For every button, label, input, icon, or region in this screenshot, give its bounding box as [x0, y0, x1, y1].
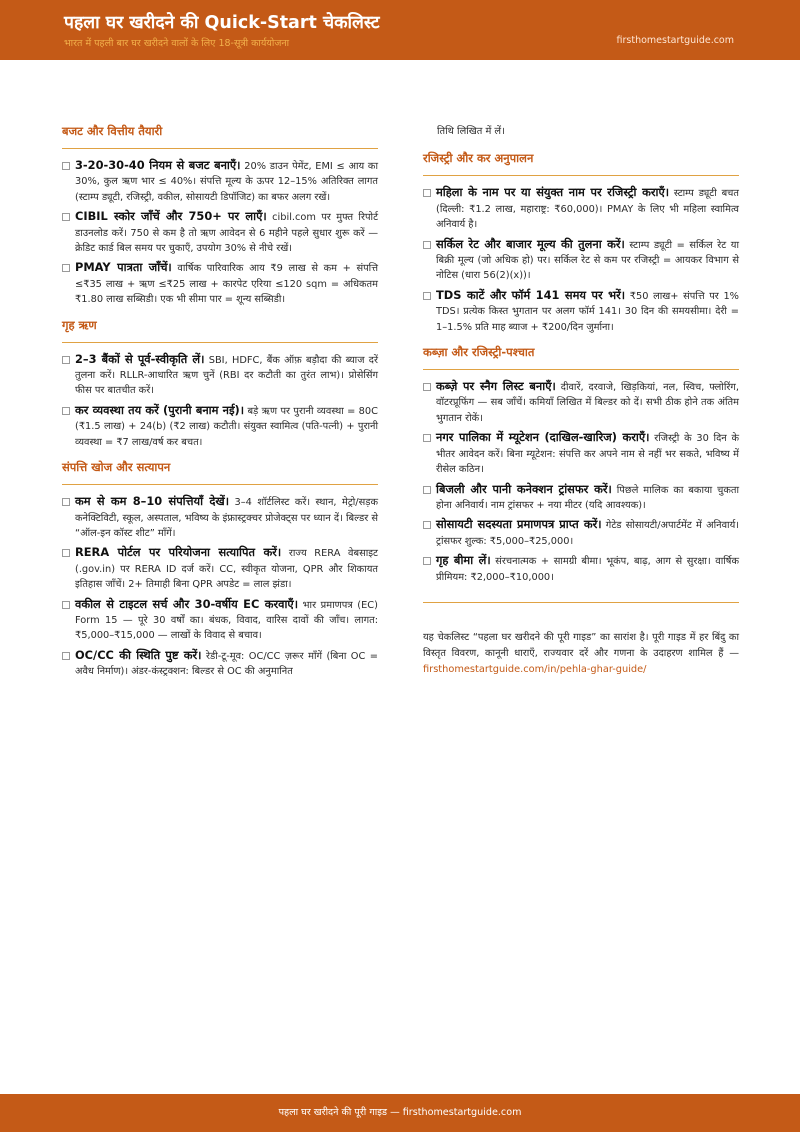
checklist-item [62, 403, 378, 450]
checkbox-icon[interactable] [62, 601, 70, 609]
checklist-item [423, 482, 739, 514]
page-subtitle: भारत में पहली बार घर खरीदने वालों के लिए 18-सूत्री कार्ययोजना [64, 38, 290, 49]
checkbox-icon[interactable] [62, 652, 70, 660]
section-title-property-search: संपत्ति खोज और सत्यापन [62, 460, 171, 475]
checklist-item [62, 260, 378, 307]
checkbox-icon[interactable] [62, 213, 70, 221]
checklist-item [62, 209, 378, 256]
checkbox-icon[interactable] [423, 557, 431, 565]
right-column [423, 124, 739, 678]
checklist-item [62, 494, 378, 541]
page-footer [0, 1094, 800, 1132]
item-description: cibil.com पर मुफ्त रिपोर्ट डाउनलोड करें। 750 से कम है तो ऋण आवेदन से 6 महीने पहले सुधार शुरू करें — क्रेडिट कार्ड बिल समय पर चुकाएँ, उपयोग 30% से नीचे रखें। [75, 212, 379, 255]
item-heading: 3-20-30-40 नियम से बजट बनाएँ। [75, 158, 241, 172]
checklist-item [423, 185, 739, 232]
checklist-item [423, 379, 739, 426]
section-title-possession: कब्ज़ा और रजिस्ट्री-पश्चात [423, 345, 535, 360]
item-description: संरचनात्मक + सामग्री बीमा। भूकंप, बाढ़, आग से सुरक्षा। वार्षिक प्रीमियम: ₹2,000–₹10,000। [436, 556, 739, 583]
item-description: भार प्रमाणपत्र (EC) Form 15 — पूरे 30 वर्षों का। बंधक, विवाद, वारिस दावों की जाँच। लागत: ₹5,000–₹15,000 — लाखों के विवाद से बचाव। [75, 599, 378, 642]
checklist-item [62, 545, 378, 592]
summary-note-text: यह चेकलिस्ट “पहला घर खरीदने की पूरी गाइड” का सारांश है। पूरी गाइड में हर बिंदु का विस्तृत विवरण, कानूनी धाराएँ, राज्यवार दरें और गणना के उदाहरण शामिल हैं — [423, 631, 739, 659]
item-heading: कम से कम 8–10 संपत्तियाँ देखें। [75, 494, 230, 509]
item-heading: बिजली और पानी कनेक्शन ट्रांसफर करें। [436, 481, 612, 496]
item-description: रेडी-टू-मूव: OC/CC ज़रूर माँगें (बिना OC = अवैध निर्माण)। अंडर-कंस्ट्रक्शन: बिल्डर से OC की अनुमानित [75, 650, 379, 678]
item-heading: सर्किल रेट और बाजार मूल्य की तुलना करें। [436, 236, 625, 251]
checkbox-icon[interactable] [423, 292, 431, 300]
item-heading: कर व्यवस्था तय करें (पुरानी बनाम नई)। [75, 402, 245, 417]
header-site-url: firsthomestartguide.com [616, 35, 734, 46]
item-heading: सोसायटी सदस्यता प्रमाणपत्र प्राप्त करें। [436, 517, 602, 532]
checkbox-icon[interactable] [423, 521, 431, 529]
checkbox-icon[interactable] [423, 189, 431, 197]
section-title-loan: गृह ऋण [62, 317, 97, 332]
checklist-item [423, 517, 739, 549]
guide-link[interactable]: firsthomestartguide.com/in/pehla-ghar-guide/ [423, 663, 647, 675]
checkbox-icon[interactable] [62, 498, 70, 506]
item-description: ₹50 लाख+ संपत्ति पर 1% TDS। प्रत्येक किस्त भुगतान पर अलग फॉर्म 141। 30 दिन की समयसीमा। देरी = 1–1.5% प्रति माह ब्याज + ₹200/दिन जुर्माना। [436, 290, 739, 333]
item-heading: वकील से टाइटल सर्च और 30-वर्षीय EC करवाएँ। [75, 596, 299, 611]
checklist-item [423, 237, 739, 284]
checkbox-icon[interactable] [423, 486, 431, 494]
item-heading: कब्ज़े पर स्नैग लिस्ट बनाएँ। [436, 379, 556, 394]
item-heading: PMAY पात्रता जाँचें। [75, 260, 172, 275]
item-heading: महिला के नाम पर या संयुक्त नाम पर रजिस्ट्री कराएँ। [436, 185, 670, 200]
section-divider [423, 175, 739, 176]
checkbox-icon[interactable] [62, 549, 70, 557]
checkbox-icon[interactable] [62, 356, 70, 364]
item-description: गेटेड सोसायटी/अपार्टमेंट में अनिवार्य। ट्रांसफर शुल्क: ₹5,000–₹25,000। [436, 520, 739, 547]
item-description: 3–4 शॉर्टलिस्ट करें। स्थान, मेट्रो/सड़क कनेक्टिविटी, स्कूल, अस्पताल, भविष्य के इंफ्रास्ट्रक्चर प्रोजेक्ट्स पर ध्यान दें। बिल्डर से “ऑल-इन कॉस्ट शीट” माँगें। [75, 497, 378, 539]
item-heading: OC/CC की स्थिति पुष्ट करें। [75, 647, 202, 662]
page-header [0, 0, 800, 60]
checkbox-icon[interactable] [62, 407, 70, 415]
checkbox-icon[interactable] [423, 241, 431, 249]
checkbox-icon[interactable] [423, 434, 431, 442]
item-description: स्टाम्प ड्यूटी = सर्किल रेट या बिक्री मूल्य (जो अधिक हो) पर। सर्किल रेट से कम पर रजिस्ट्री = आयकर विभाग से नोटिस (धारा 56(2)(x))। [436, 239, 739, 282]
section-title-budget: बजट और वित्तीय तैयारी [62, 124, 163, 138]
checklist-item [62, 648, 378, 680]
item-description: 20% डाउन पेमेंट, EMI ≤ आय का 30%, कुल ऋण भार ≤ 40%। संपत्ति मूल्य के ऊपर 12–15% अतिरिक्त लागत (स्टाम्प ड्यूटी, रजिस्ट्री, वकील, सोसायटी डिपॉजिट) का बफर अलग रखें। [75, 161, 378, 203]
checkbox-icon[interactable] [423, 383, 431, 391]
left-column [62, 124, 378, 684]
checklist-item [62, 158, 378, 205]
checklist-item [62, 597, 378, 644]
item-heading: TDS काटें और फॉर्म 141 समय पर भरें। [436, 287, 626, 302]
checklist-item [423, 288, 739, 335]
item-heading: RERA पोर्टल पर परियोजना सत्यापित करें। [75, 545, 282, 560]
checklist-item [62, 352, 378, 399]
item-heading: 2–3 बैंकों से पूर्व-स्वीकृति लें। [75, 351, 205, 366]
checklist-item [423, 430, 739, 477]
item-description: SBI, HDFC, बैंक ऑफ़ बड़ौदा की ब्याज दरें तुलना करें। RLLR-आधारित ऋण चुनें (RBI दर कटौती का तुरंत लाभ)। प्रोसेसिंग फीस पर बातचीत करें। [75, 354, 378, 397]
section-divider [62, 484, 378, 485]
checkbox-icon[interactable] [62, 162, 70, 170]
checklist-item [423, 553, 739, 585]
item-heading: नगर पालिका में म्यूटेशन (दाखिल-खारिज) कराएँ। [436, 430, 650, 445]
item-description: वार्षिक पारिवारिक आय ₹9 लाख से कम + संपत्ति ≤₹35 लाख + ऋण ≤₹25 लाख + कारपेट एरिया ≤120 sqm = अधिकतम ₹1.80 लाख सब्सिडी। एक भी सीमा पार = शून्य सब्सिडी। [75, 263, 378, 306]
item-continuation: तिथि लिखित में लें। [437, 126, 505, 137]
section-divider [62, 148, 378, 149]
footer-text: पहला घर खरीदने की पूरी गाइड — firsthomestartguide.com [278, 1107, 522, 1118]
checkbox-icon[interactable] [62, 264, 70, 272]
item-heading: CIBIL स्कोर जाँचें और 750+ पर लाएँ। [75, 209, 267, 224]
item-heading: गृह बीमा लें। [436, 553, 491, 568]
section-divider [423, 369, 739, 370]
page-title: पहला घर खरीदने की Quick-Start चेकलिस्ट [64, 13, 380, 33]
section-divider [62, 342, 378, 343]
item-description: दीवारें, दरवाजे, खिड़कियां, नल, स्विच, फ्लोरिंग, वॉटरप्रूफिंग — सब जाँचें। कमियाँ लिखित में बिल्डर को दें। सभी ठीक होने तक अंतिम भुगतान रोकें। [436, 382, 739, 424]
summary-note [423, 630, 739, 678]
item-description: स्टाम्प ड्यूटी बचत (दिल्ली: ₹1.2 लाख, महाराष्ट्र: ₹60,000)। PMAY के लिए भी महिला स्वामित्व अनिवार्य है। [436, 188, 739, 231]
item-description: पिछले मालिक का बकाया चुकता होना अनिवार्य। नाम ट्रांसफर + नया मीटर (यदि आवश्यक)। [436, 484, 739, 511]
item-description: बड़े ऋण पर पुरानी व्यवस्था = 80C (₹1.5 लाख) + 24(b) (₹2 लाख) कटौती। संयुक्त स्वामित्व (पति-पत्नी) + पुरानी व्यवस्था = ₹7 लाख/वर्ष कर बचत। [75, 405, 378, 448]
section-divider [423, 602, 739, 603]
item-description: राज्य RERA वेबसाइट (.gov.in) पर RERA ID दर्ज करें। CC, स्वीकृत योजना, QPR और शिकायत इतिहास जाँचें। 2+ तिमाही बिना QPR अपडेट = लाल झंडा। [75, 548, 378, 591]
item-description: रजिस्ट्री के 30 दिन के भीतर आवेदन करें। बिना म्यूटेशन: संपत्ति कर अपने नाम से नहीं भर सकते, भविष्य में रीसेल कठिन। [436, 433, 739, 476]
section-title-registry: रजिस्ट्री और कर अनुपालन [423, 151, 534, 166]
